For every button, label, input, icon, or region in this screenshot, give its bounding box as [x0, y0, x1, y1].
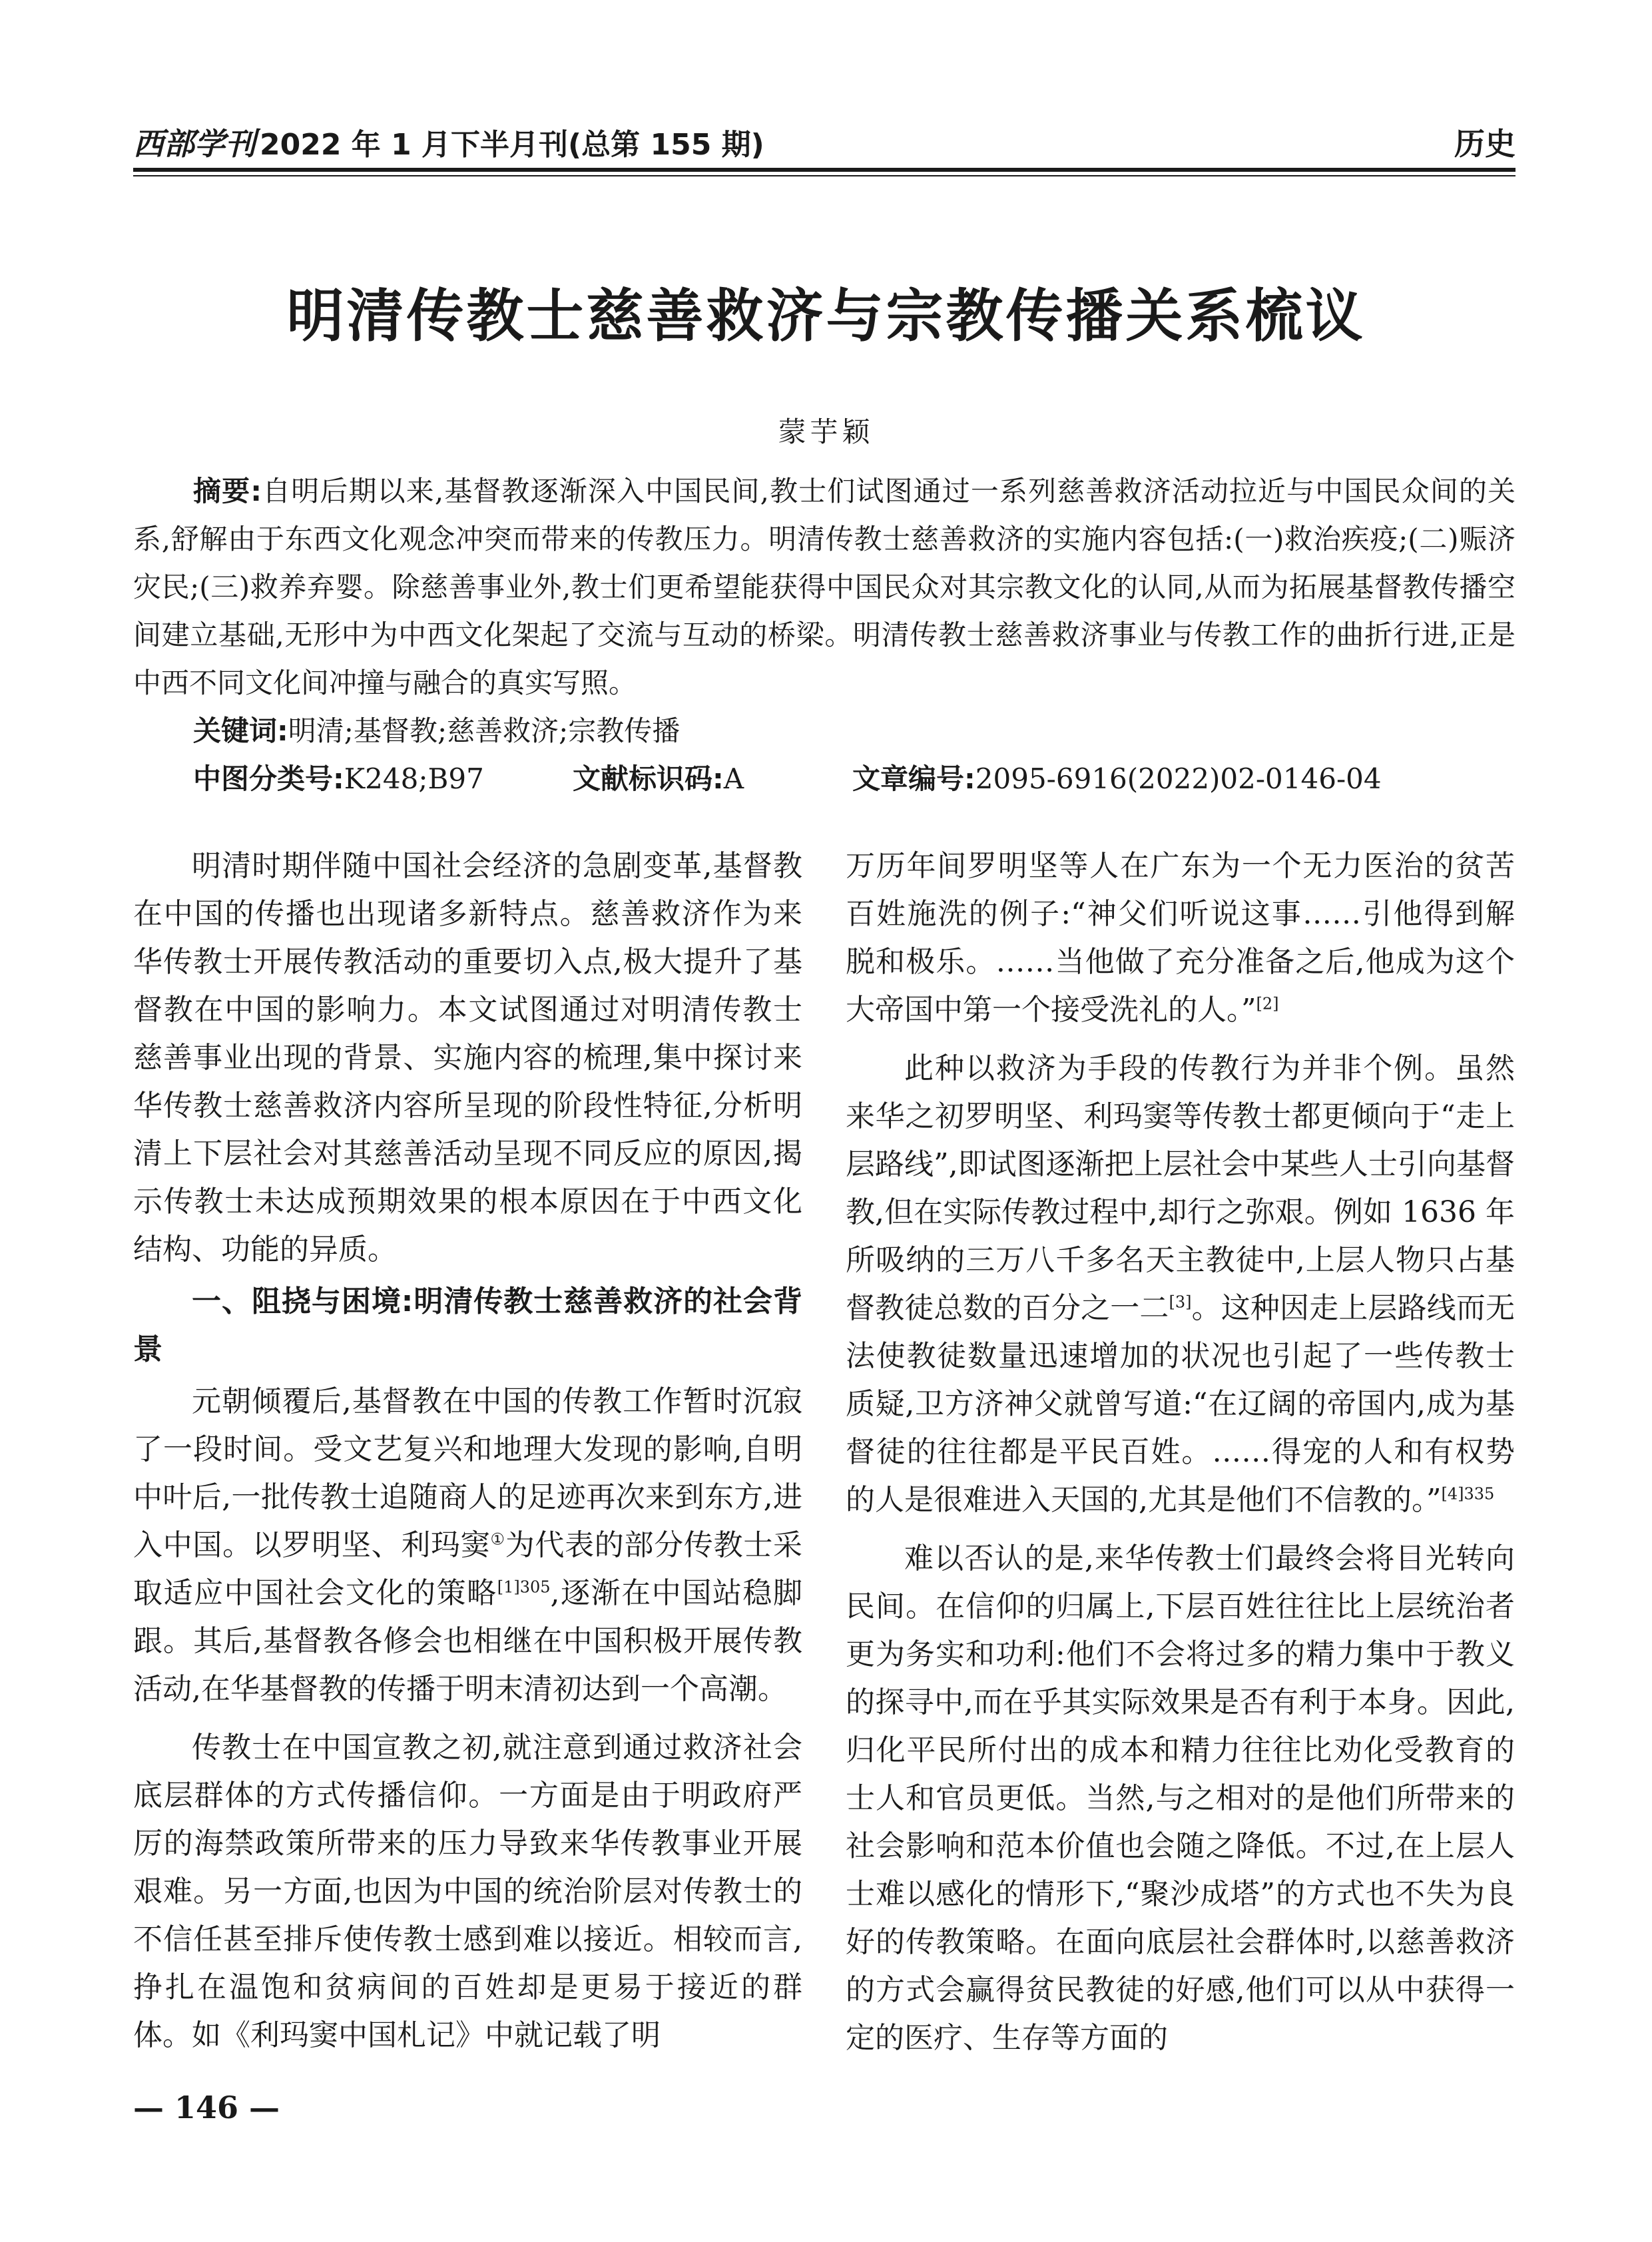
journal-header: [133, 120, 764, 164]
author-name: 蒙芋颖: [778, 416, 874, 448]
abstract: [133, 467, 1515, 707]
clc-value: K248;B97: [344, 762, 484, 795]
doc-code-value: A: [723, 762, 744, 795]
section-label: 历史: [1454, 126, 1515, 162]
paragraph-text: 万历年间罗明坚等人在广东为一个无力医治的贫苦百姓施洗的例子:“神父们听说这事……引他得到解脱和极乐。……当他做了充分准备之后,他成为这个大帝国中第一个接受洗礼的人。”: [846, 849, 1515, 1027]
keywords: [133, 707, 1515, 755]
citation-marker: [4]335: [1441, 1484, 1495, 1504]
header-rule: [133, 168, 1515, 172]
journal-issue: 2022 年 1 月下半月刊(总第 155 期): [260, 128, 764, 162]
paragraph-text: ,逐渐在中国站稳脚跟。其后,基督教各修会也相继在中国积极开展传教活动,在华基督教的传播于明末清初达到一个高潮。: [133, 1576, 802, 1706]
classification-row: [133, 755, 1515, 803]
article-id-label: 文章编号:: [852, 762, 975, 795]
section-heading: 一、阻挠与困境:明清传教士慈善救济的社会背景: [133, 1284, 802, 1366]
citation-marker: [2]: [1256, 994, 1279, 1013]
article-id-value: 2095-6916(2022)02-0146-04: [975, 762, 1382, 795]
clc-code: [193, 755, 573, 803]
body-column-left: [133, 842, 802, 2060]
journal-logo: 西部学刊: [133, 126, 256, 162]
body-paragraph: 明清时期伴随中国社会经济的急剧变革,基督教在中国的传播也出现诸多新特点。慈善救济作为来华传教士开展传教活动的重要切入点,极大提升了基督教在中国的影响力。本文试图通过对明清传教士慈善事业出现的背景、实施内容的梳理,集中探讨来华传教士慈善救济内容所呈现的阶段性特征,分析明清上下层社会对其慈善活动呈现不同反应的原因,揭示传教士未达成预期效果的根本原因在于中西文化结构、功能的异质。: [133, 849, 802, 1266]
doc-code-label: 文献标识码:: [573, 762, 724, 795]
body-paragraph: 难以否认的是,来华传教士们最终会将目光转向民间。在信仰的归属上,下层百姓往往比上层统治者更为务实和功利:他们不会将过多的精力集中于教义的探寻中,而在乎其实际效果是否有利于本身。因此,归化平民所付出的成本和精力往往比劝化受教育的士人和官员更低。当然,与之相对的是他们所带来的社会影响和范本价值也会随之降低。不过,在上层人士难以感化的情形下,“聚沙成塔”的方式也不失为良好的传教策略。在面向底层社会群体时,以慈善救济的方式会赢得贫民教徒的好感,他们可以从中获得一定的医疗、生存等方面的: [846, 1541, 1515, 2055]
paragraph-text: 元朝倾覆后,基督教在中国的传教工作暂时沉寂了一段时间。受文艺复兴和地理大发现的影响,自明中叶后,一批传教士追随商人的足迹再次来到东方,进入中国。以罗明坚、利玛窦: [133, 1384, 802, 1562]
document-code: [573, 755, 852, 803]
body-paragraph: [846, 1045, 1515, 1524]
article-title: 明清传教士慈善救济与宗教传播关系梳议: [286, 282, 1366, 350]
citation-marker: [1]305: [497, 1577, 551, 1597]
abstract-label: 摘要:: [193, 475, 262, 507]
keywords-label: 关键词:: [193, 714, 288, 747]
body-paragraph: [846, 842, 1515, 1034]
page-number: — 146 —: [133, 2090, 280, 2125]
header-rule-thin: [133, 175, 1515, 176]
body-paragraph: [133, 1378, 802, 1713]
paragraph-text: 此种以救济为手段的传教行为并非个例。虽然来华之初罗明坚、利玛窦等传教士都更倾向于“走上层路线”,即试图逐渐把上层社会中某些人士引向基督教,但在实际传教过程中,却行之弥艰。例如 1636 年所吸纳的三万八千多名天主教徒中,上层人物只占基督教徒总数的百分之一二: [846, 1051, 1515, 1325]
article-id: [852, 755, 1382, 803]
paragraph-text: 为代表的部分传教士采取适应中国社会文化的策略: [133, 1528, 803, 1610]
clc-label: 中图分类号:: [193, 762, 344, 795]
body-paragraph: 传教士在中国宣教之初,就注意到通过救济社会底层群体的方式传播信仰。一方面是由于明政府严厉的海禁政策所带来的压力导致来华传教事业开展艰难。另一方面,也因为中国的统治阶层对传教士的不信任甚至排斥使传教士感到难以接近。相较而言,挣扎在温饱和贫病间的百姓却是更易于接近的群体。如《利玛窦中国札记》中就记载了明: [133, 1731, 802, 2052]
paragraph-text: 。这种因走上层路线而无法使教徒数量迅速增加的状况也引起了一些传教士质疑,卫方济神父就曾写道:“在辽阔的帝国内,成为基督徒的往往都是平民百姓。……得宠的人和有权势的人是很难进入天国的,尤其是他们不信教的。”: [846, 1291, 1515, 1517]
body-column-right: [846, 842, 1515, 2062]
footnote-marker: ①: [490, 1530, 505, 1549]
citation-marker: [3]: [1169, 1292, 1192, 1312]
keywords-text: 明清;基督教;慈善救济;宗教传播: [288, 714, 681, 747]
abstract-text: 自明后期以来,基督教逐渐深入中国民间,教士们试图通过一系列慈善救济活动拉近与中国民众间的关系,舒解由于东西文化观念冲突而带来的传教压力。明清传教士慈善救济的实施内容包括:(一)救治疾疫;(二)赈济灾民;(三)救养弃婴。除慈善事业外,教士们更希望能获得中国民众对其宗教文化的认同,从而为拓展基督教传播空间建立基础,无形中为中西文化架起了交流与互动的桥梁。明清传教士慈善救济事业与传教工作的曲折行进,正是中西不同文化间冲撞与融合的真实写照。: [133, 475, 1515, 699]
